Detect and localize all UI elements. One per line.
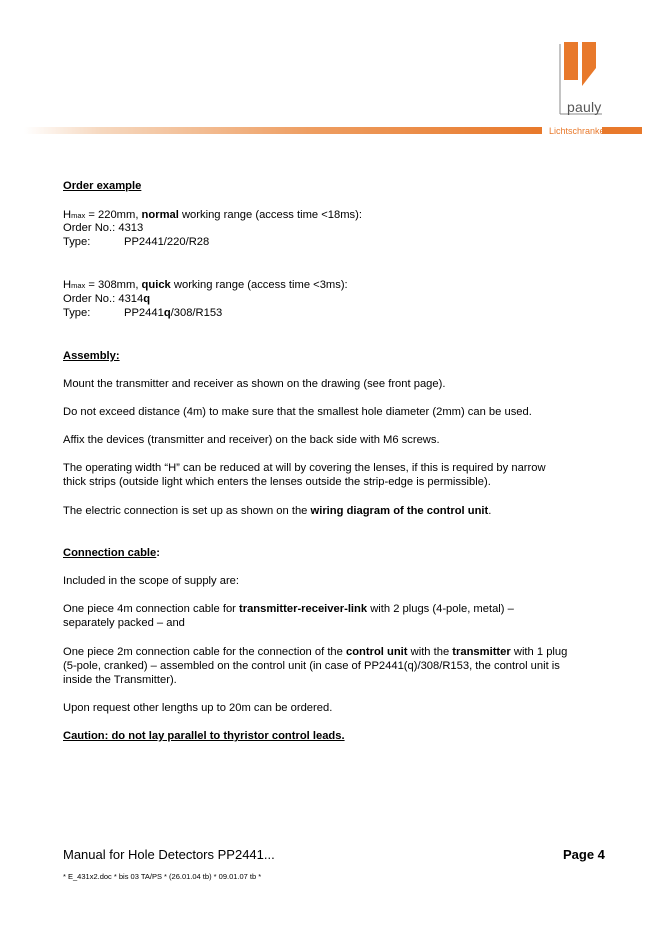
connection-heading xyxy=(63,547,623,561)
p2-bold: transmitter-receiver-link xyxy=(239,603,368,615)
mode-normal: normal xyxy=(141,209,179,221)
p3-text-e: with 1 plug xyxy=(510,646,568,658)
quick-range-line xyxy=(63,279,623,293)
quick-order-line xyxy=(63,293,623,307)
connection-p1: Included in the scope of supply are: xyxy=(63,575,240,587)
assembly-p5 xyxy=(63,505,623,519)
h-value: = 220mm, xyxy=(85,209,142,221)
p5-text: The electric connection is set up as shown on the xyxy=(63,505,311,517)
footer-file-note: * E_431x2.doc * bis 03 TA/PS * (26.01.04 tb) * 09.01.07 tb * xyxy=(63,872,262,881)
p5-end: . xyxy=(488,505,492,517)
tagline: Lichtschranken xyxy=(549,126,610,136)
p3-text-c: with the xyxy=(407,646,453,658)
assembly-p1: Mount the transmitter and receiver as shown on the drawing (see front page). xyxy=(63,378,446,390)
header-gradient-bar xyxy=(24,127,542,134)
order-suffix: q xyxy=(143,293,151,305)
normal-type-line xyxy=(63,236,623,250)
mode-quick: quick xyxy=(141,279,171,291)
assembly-p2: Do not exceed distance (4m) to make sure that the smallest hole diameter (2mm) can be used. xyxy=(63,406,532,418)
connection-p3-line3: inside the Transmitter). xyxy=(63,674,177,686)
quick-rest: working range (access time <3ms): xyxy=(170,279,348,291)
p2-end: with 2 plugs (4-pole, metal) – xyxy=(367,603,514,615)
assembly-p4-line2: thick strips (outside light which enters the lenses outside the strip-edge is permissible). xyxy=(63,476,491,488)
footer-title: Manual for Hole Detectors PP2441... xyxy=(63,847,275,862)
order-value: 4313 xyxy=(118,222,144,234)
order-example-heading: Order example xyxy=(63,180,142,192)
logo-text: pauly xyxy=(567,99,602,115)
quick-type-line xyxy=(63,307,623,321)
normal-range-line xyxy=(63,209,623,223)
connection-p4: Upon request other lengths up to 20m can be ordered. xyxy=(63,702,333,714)
assembly-p3: Affix the devices (transmitter and receiver) on the back side with M6 screws. xyxy=(63,434,440,446)
p3-bold-transmitter: transmitter xyxy=(452,646,511,658)
footer-page-number: Page 4 xyxy=(563,847,605,862)
type-prefix: PP2441 xyxy=(124,307,164,319)
order-label: Order No.: xyxy=(63,293,116,305)
h-value: = 308mm, xyxy=(85,279,142,291)
type-label: Type: xyxy=(63,307,91,319)
h-sub: max xyxy=(71,211,86,220)
connection-heading-text: Connection cable xyxy=(63,547,157,559)
assembly-heading: Assembly: xyxy=(63,350,120,362)
caution-note: Caution: do not lay parallel to thyristor control leads. xyxy=(63,730,345,742)
normal-order-line xyxy=(63,222,623,236)
p5-bold: wiring diagram of the control unit xyxy=(310,505,489,517)
h-label: H xyxy=(63,209,72,221)
connection-p2-line2: separately packed – and xyxy=(63,617,185,629)
h-sub: max xyxy=(71,281,86,290)
p3-text-a: One piece 2m connection cable for the connection of the xyxy=(63,646,346,658)
connection-p3-line2: (5-pole, cranked) – assembled on the control unit (in case of PP2441(q)/308/R153, the control unit is xyxy=(63,660,560,672)
assembly-p4-line1: The operating width “H” can be reduced at will by covering the lenses, if this is required by narrow xyxy=(63,462,546,474)
connection-heading-colon: : xyxy=(156,547,160,559)
type-value: PP2441/220/R28 xyxy=(124,236,210,248)
normal-rest: working range (access time <18ms): xyxy=(178,209,362,221)
p3-bold-control-unit: control unit xyxy=(345,646,408,658)
connection-p2-line1 xyxy=(63,603,623,617)
type-label: Type: xyxy=(63,236,91,248)
order-label: Order No.: xyxy=(63,222,116,234)
type-q: q xyxy=(163,307,171,319)
order-value: 4314 xyxy=(118,293,144,305)
type-suffix: /308/R153 xyxy=(170,307,223,319)
connection-p3-line1 xyxy=(63,646,623,660)
p2-text: One piece 4m connection cable for xyxy=(63,603,239,615)
h-label: H xyxy=(63,279,72,291)
